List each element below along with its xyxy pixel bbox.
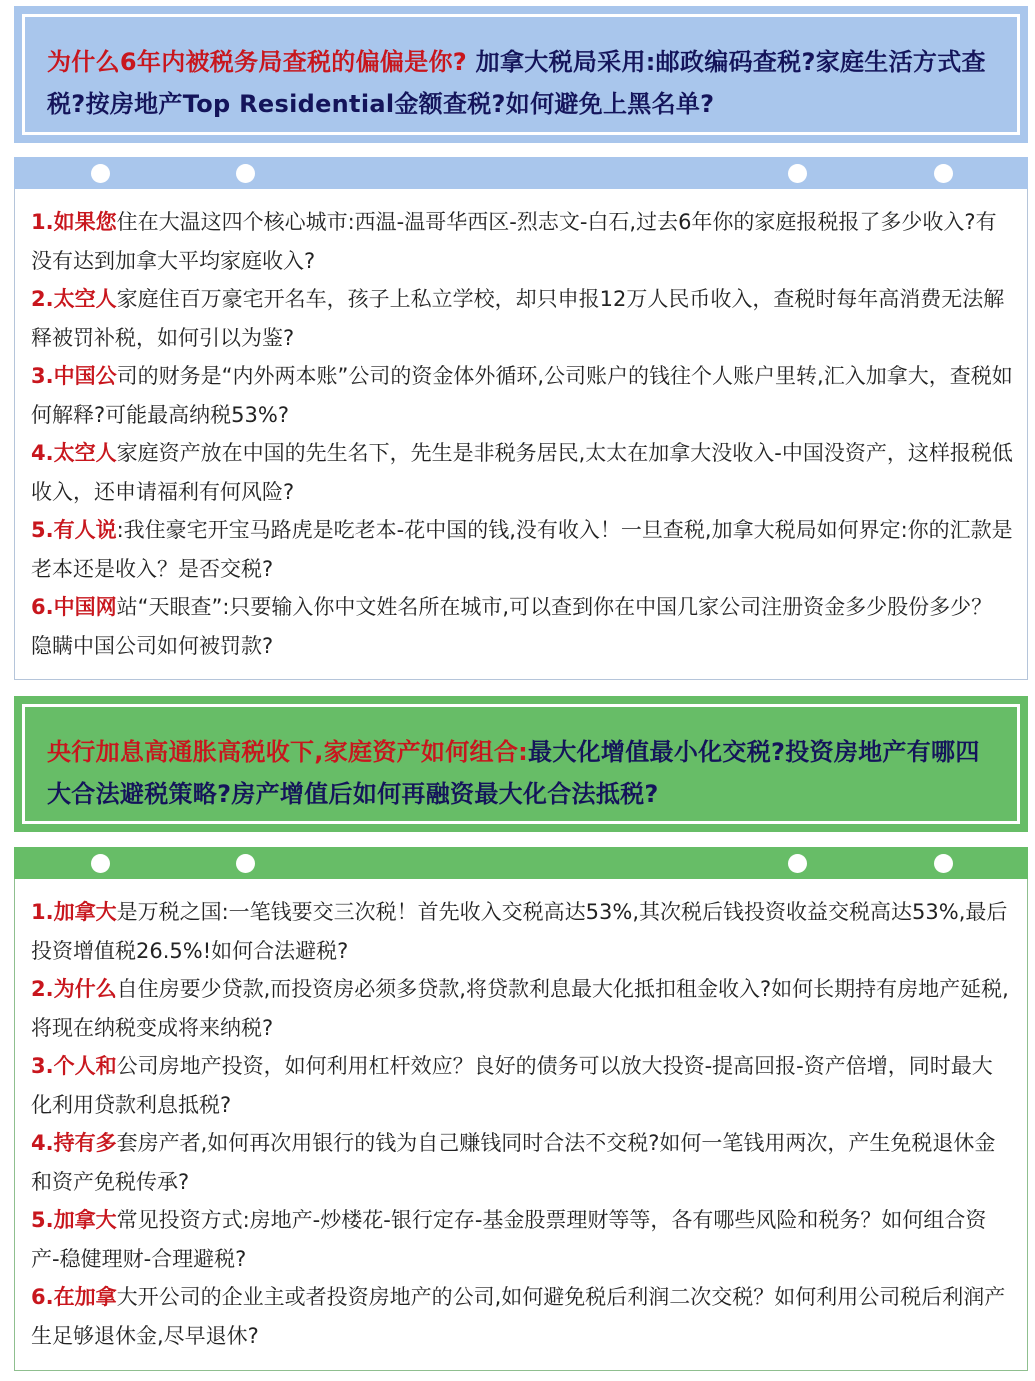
binder-hole-icon bbox=[91, 854, 110, 873]
item-lead: 6.在加拿 bbox=[31, 1285, 117, 1309]
item-text: 大开公司的企业主或者投资房地产的公司,如何避免税后利润二次交税？如何利用公司税后利润产生足够退休金,尽早退休? bbox=[31, 1285, 1006, 1348]
banner-inner-frame bbox=[22, 14, 1020, 135]
card-header-strip bbox=[14, 157, 1028, 189]
list-item bbox=[31, 1278, 1013, 1355]
item-lead: 3.中国公 bbox=[31, 364, 117, 388]
list-item bbox=[31, 970, 1013, 1047]
binder-hole-icon bbox=[788, 164, 807, 183]
item-lead: 3.个人和 bbox=[31, 1054, 117, 1078]
list-item bbox=[31, 280, 1013, 357]
item-text: 住在大温这四个核心城市:西温-温哥华西区-烈志文-白石,过去6年你的家庭报税报了多少收入?有没有达到加拿大平均家庭收入? bbox=[31, 210, 997, 273]
list-item bbox=[31, 434, 1013, 511]
tax-audit-questions-card bbox=[14, 157, 1028, 680]
binder-hole-icon bbox=[934, 854, 953, 873]
item-text: :我住豪宅开宝马路虎是吃老本-花中国的钱,没有收入！一旦查税,加拿大税局如何界定:你的汇款是老本还是收入？是否交税? bbox=[31, 518, 1013, 581]
item-text: 公司房地产投资，如何利用杠杆效应？良好的债务可以放大投资-提高回报-资产倍增，同时最大化利用贷款利息抵税? bbox=[31, 1054, 993, 1117]
binder-hole-icon bbox=[934, 164, 953, 183]
list-item bbox=[31, 357, 1013, 434]
banner-title-highlight: 为什么6年内被税务局查税的偏偏是你? bbox=[47, 48, 468, 76]
banner-title-highlight: 央行加息高通胀高税收下,家庭资产如何组合: bbox=[47, 738, 529, 766]
list-item bbox=[31, 1124, 1013, 1201]
item-lead: 4.持有多 bbox=[31, 1131, 117, 1155]
banner-inner-frame bbox=[22, 704, 1020, 824]
item-text: 家庭资产放在中国的先生名下，先生是非税务居民,太太在加拿大没收入-中国没资产，这样报税低收入，还申请福利有何风险? bbox=[31, 441, 1013, 504]
item-lead: 5.有人说 bbox=[31, 518, 117, 542]
binder-hole-icon bbox=[788, 854, 807, 873]
tax-audit-banner bbox=[14, 6, 1028, 143]
item-lead: 1.如果您 bbox=[31, 210, 117, 234]
item-text: 自住房要少贷款,而投资房必须多贷款,将贷款利息最大化抵扣租金收入?如何长期持有房地产延税,将现在纳税变成将来纳税? bbox=[31, 977, 1009, 1040]
list-item bbox=[31, 203, 1013, 280]
item-text: 是万税之国:一笔钱要交三次税！首先收入交税高达53%,其次税后钱投资收益交税高达53%,最后投资增值税26.5%!如何合法避税? bbox=[31, 900, 1008, 963]
item-lead: 4.太空人 bbox=[31, 441, 117, 465]
item-lead: 2.为什么 bbox=[31, 977, 117, 1001]
binder-hole-icon bbox=[236, 164, 255, 183]
list-item bbox=[31, 893, 1013, 970]
tax-strategy-questions-card bbox=[14, 847, 1028, 1371]
banner-title-rest: 最大化增值最小化交税?投资房地产有哪四大合法避税策略?房产增值后如何再融资最大化合法抵税? bbox=[47, 738, 980, 808]
binder-hole-icon bbox=[91, 164, 110, 183]
question-list bbox=[14, 879, 1028, 1371]
question-list bbox=[14, 189, 1028, 680]
asset-allocation-banner bbox=[14, 696, 1028, 832]
banner-title bbox=[47, 41, 997, 125]
item-lead: 1.加拿大 bbox=[31, 900, 117, 924]
item-lead: 5.加拿大 bbox=[31, 1208, 117, 1232]
banner-title bbox=[47, 731, 997, 815]
list-item bbox=[31, 511, 1013, 588]
binder-hole-icon bbox=[236, 854, 255, 873]
item-text: 家庭住百万豪宅开名车，孩子上私立学校，却只申报12万人民币收入，查税时每年高消费无法解释被罚补税，如何引以为鉴? bbox=[31, 287, 1005, 350]
item-lead: 6.中国网 bbox=[31, 595, 117, 619]
list-item bbox=[31, 1201, 1013, 1278]
card-header-strip bbox=[14, 847, 1028, 879]
list-item bbox=[31, 588, 1013, 665]
item-text: 站“天眼查”:只要输入你中文姓名所在城市,可以查到你在中国几家公司注册资金多少股份多少？隐瞒中国公司如何被罚款? bbox=[31, 595, 993, 658]
banner-title-rest: 加拿大税局采用:邮政编码查税?家庭生活方式查税?按房地产Top Residential金额查税?如何避免上黑名单? bbox=[47, 48, 986, 118]
list-item bbox=[31, 1047, 1013, 1124]
item-text: 套房产者,如何再次用银行的钱为自己赚钱同时合法不交税?如何一笔钱用两次，产生免税退休金和资产免税传承? bbox=[31, 1131, 996, 1194]
item-lead: 2.太空人 bbox=[31, 287, 117, 311]
item-text: 司的财务是“内外两本账”公司的资金体外循环,公司账户的钱往个人账户里转,汇入加拿大，查税如何解释?可能最高纳税53%? bbox=[31, 364, 1013, 427]
item-text: 常见投资方式:房地产-炒楼花-银行定存-基金股票理财等等，各有哪些风险和税务？如何组合资产-稳健理财-合理避税? bbox=[31, 1208, 987, 1271]
